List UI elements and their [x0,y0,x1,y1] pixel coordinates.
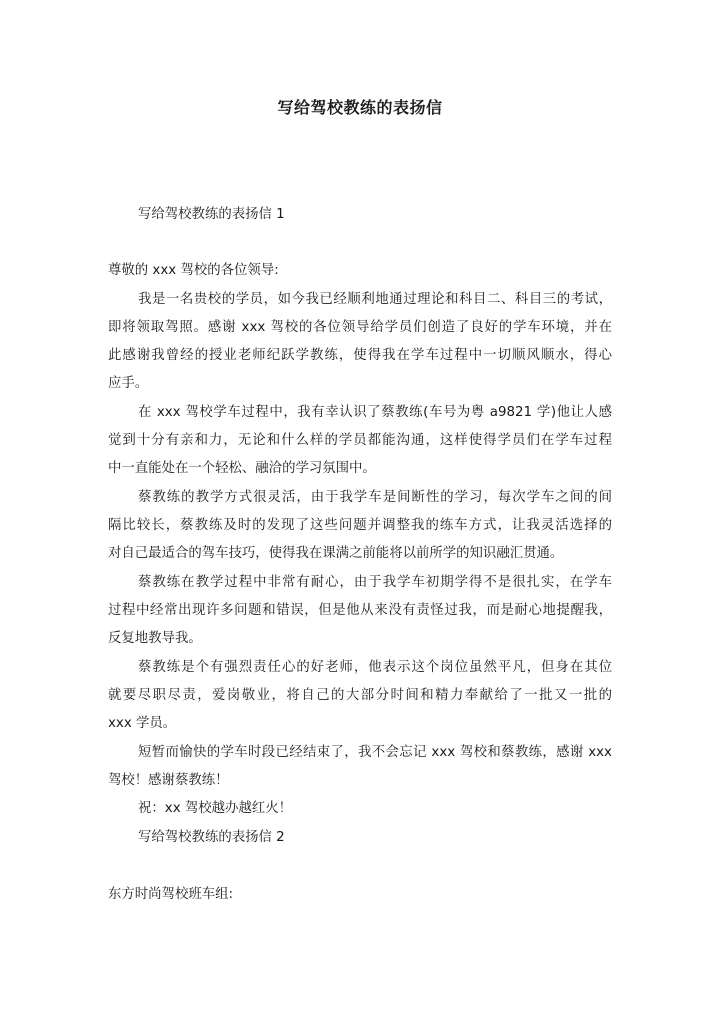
paragraph-line: 隔比较长，蔡教练及时的发现了这些问题并调整我的练车方式，让我灵活选择的 [108,518,612,533]
paragraph-line: 驾校！感谢蔡教练！ [108,773,229,788]
paragraph-line: 中一直能处在一个轻松、融洽的学习氛围中。 [108,461,376,476]
paragraph-line: 应手。 [108,376,149,391]
closing-wish: 祝：xx 驾校越办越红火！ [138,801,293,816]
letter2-salutation: 东方时尚驾校班车组: [108,887,234,902]
document-title: 写给驾校教练的表扬信 [277,98,443,117]
paragraph-line: 我是一名贵校的学员，如今我已经顺利地通过理论和科目二、科目三的考试， [138,292,612,307]
letter1-heading: 写给驾校教练的表扬信 1 [138,207,285,222]
paragraph-line: 觉到十分有亲和力，无论和什么样的学员都能沟通，这样使得学员们在学车过程 [108,433,612,448]
paragraph-line: 蔡教练在教学过程中非常有耐心，由于我学车初期学得不是很扎实，在学车 [138,575,612,590]
paragraph-line: 蔡教练的教学方式很灵活，由于我学车是间断性的学习，每次学车之间的间 [138,490,612,505]
letter2-heading: 写给驾校教练的表扬信 2 [138,830,285,845]
paragraph-line: xxx 学员。 [108,716,177,731]
paragraph-line: 就要尽职尽责，爱岗敬业，将自己的大部分时间和精力奉献给了一批又一批的 [108,688,612,703]
paragraph-line: 短暂而愉快的学车时段已经结束了，我不会忘记 xxx 驾校和蔡教练，感谢 xxx [138,745,612,760]
paragraph-line: 过程中经常出现许多问题和错误，但是他从来没有责怪过我，而是耐心地提醒我， [108,603,612,618]
paragraph-line: 蔡教练是个有强烈责任心的好老师，他表示这个岗位虽然平凡，但身在其位 [138,660,612,675]
paragraph-line: 即将领取驾照。感谢 xxx 驾校的各位领导给学员们创造了良好的学车环境，并在 [108,320,612,335]
paragraph-line: 在 xxx 驾校学车过程中，我有幸认识了蔡教练(车号为粤 a9821 学)他让人感 [138,405,612,420]
paragraph-line: 对自己最适合的驾车技巧，使得我在课满之前能将以前所学的知识融汇贯通。 [108,546,564,561]
paragraph-line: 反复地教导我。 [108,631,202,646]
letter1-salutation: 尊敬的 xxx 驾校的各位领导: [108,263,279,278]
paragraph-line: 此感谢我曾经的授业老师纪跃学教练，使得我在学车过程中一切顺风顺水，得心 [108,348,612,363]
